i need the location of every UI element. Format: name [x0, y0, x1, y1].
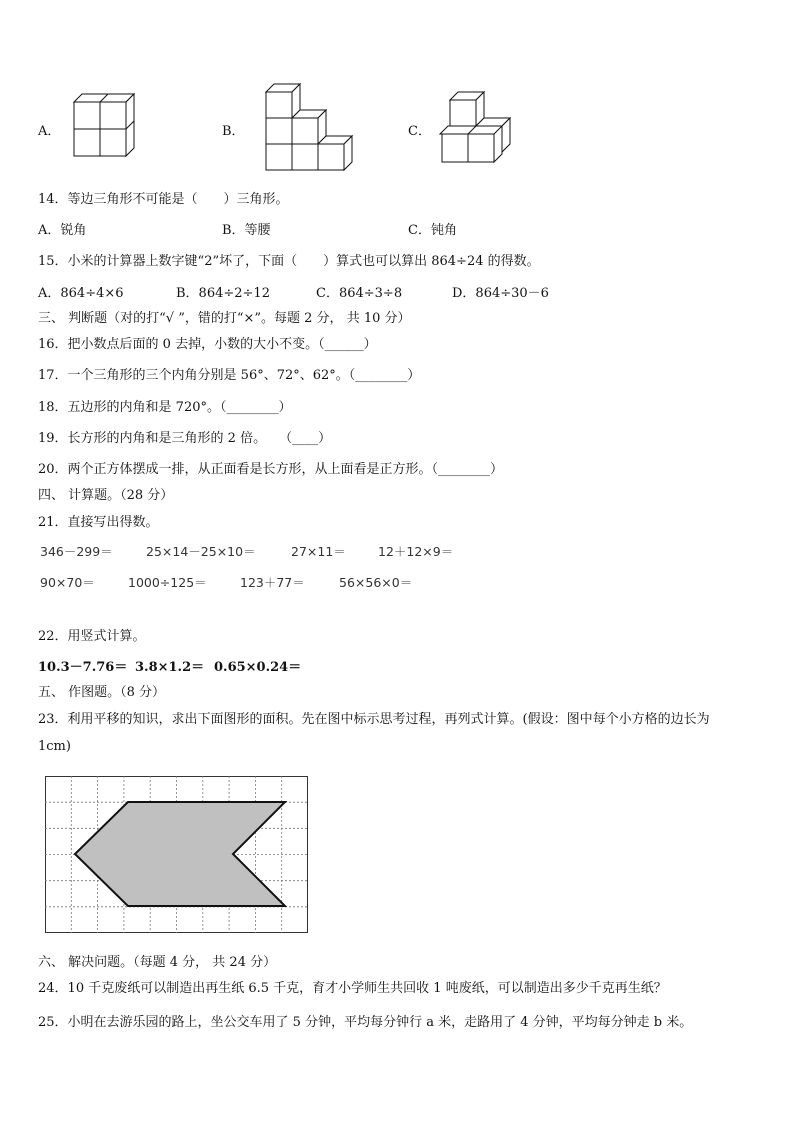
q15-text: 15．小米的计算器上数字键“2”坏了，下面（ ）算式也可以算出 864÷24 的得数。 — [38, 254, 540, 269]
q23-text-line1: 23．利用平移的知识，求出下面图形的面积。先在图中标示思考过程，再列式计算。(假设：图中每个小方格的边长为 — [38, 712, 710, 727]
q21-item: 123＋77＝ — [240, 575, 305, 590]
q15-option-c: C．864÷3÷8 — [316, 286, 403, 301]
q20-text: 20．两个正方体摆成一排，从正面看是长方形，从上面看是正方形。（________） — [38, 462, 504, 477]
q22-item: 0.65×0.24＝ — [214, 660, 302, 675]
section-3-heading: 三、 判断题（对的打“√ ”，错的打“×”。每题 2 分， 共 10 分） — [38, 311, 411, 326]
section-4-heading: 四、 计算题。（28 分） — [38, 488, 174, 503]
q15-option-d: D．864÷30－6 — [452, 286, 549, 301]
q18-text: 18．五边形的内角和是 720°。（________） — [38, 400, 292, 415]
q21-item: 27×11＝ — [291, 544, 346, 559]
q13-option-b-label: B． — [222, 124, 245, 139]
q15-option-b: B．864÷2÷12 — [176, 286, 270, 301]
q13-option-b-figure — [266, 84, 356, 174]
q24-text: 24．10 千克废纸可以制造出再生纸 6.5 千克，育才小学师生共回收 1 吨废纸，可以制造出多少千克再生纸？ — [38, 981, 667, 996]
q21-item: 90×70＝ — [40, 575, 95, 590]
q23-grid-figure — [45, 776, 309, 934]
q17-text: 17．一个三角形的三个内角分别是 56°、72°、62°。（________） — [38, 368, 421, 383]
q14-option-a: A．锐角 — [38, 223, 87, 238]
q21-item: 346－299＝ — [40, 544, 113, 559]
q19-text: 19．长方形的内角和是三角形的 2 倍。 （____） — [38, 431, 332, 446]
q21-item: 1000÷125＝ — [128, 575, 207, 590]
q13-option-c-figure — [440, 92, 512, 166]
q23-text-line2: 1cm) — [38, 739, 71, 754]
q21-text: 21．直接写出得数。 — [38, 515, 159, 530]
q22-text: 22．用竖式计算。 — [38, 629, 146, 644]
q22-item: 3.8×1.2＝ — [135, 660, 205, 675]
q21-item: 25×14－25×10＝ — [146, 544, 256, 559]
q15-option-a: A．864÷4×6 — [38, 286, 124, 301]
q14-option-c: C．钝角 — [408, 223, 457, 238]
q14-text: 14．等边三角形不可能是（ ）三角形。 — [38, 192, 289, 207]
q22-item: 10.3－7.76＝ — [38, 660, 128, 675]
q13-option-c-label: C． — [408, 124, 431, 139]
q13-option-a-figure — [74, 94, 136, 158]
q14-option-b: B．等腰 — [222, 223, 271, 238]
q21-item: 12＋12×9＝ — [378, 544, 454, 559]
q16-text: 16．把小数点后面的 0 去掉，小数的大小不变。（______） — [38, 337, 377, 352]
q13-option-a-label: A． — [38, 124, 61, 139]
q21-item: 56×56×0＝ — [339, 575, 413, 590]
section-6-heading: 六、 解决问题。（每题 4 分， 共 24 分） — [38, 955, 277, 970]
q25-text: 25．小明在去游乐园的路上，坐公交车用了 5 分钟，平均每分钟行 a 米，走路用了 4 分钟，平均每分钟走 b 米。 — [38, 1015, 693, 1030]
section-5-heading: 五、 作图题。（8 分） — [38, 685, 166, 700]
